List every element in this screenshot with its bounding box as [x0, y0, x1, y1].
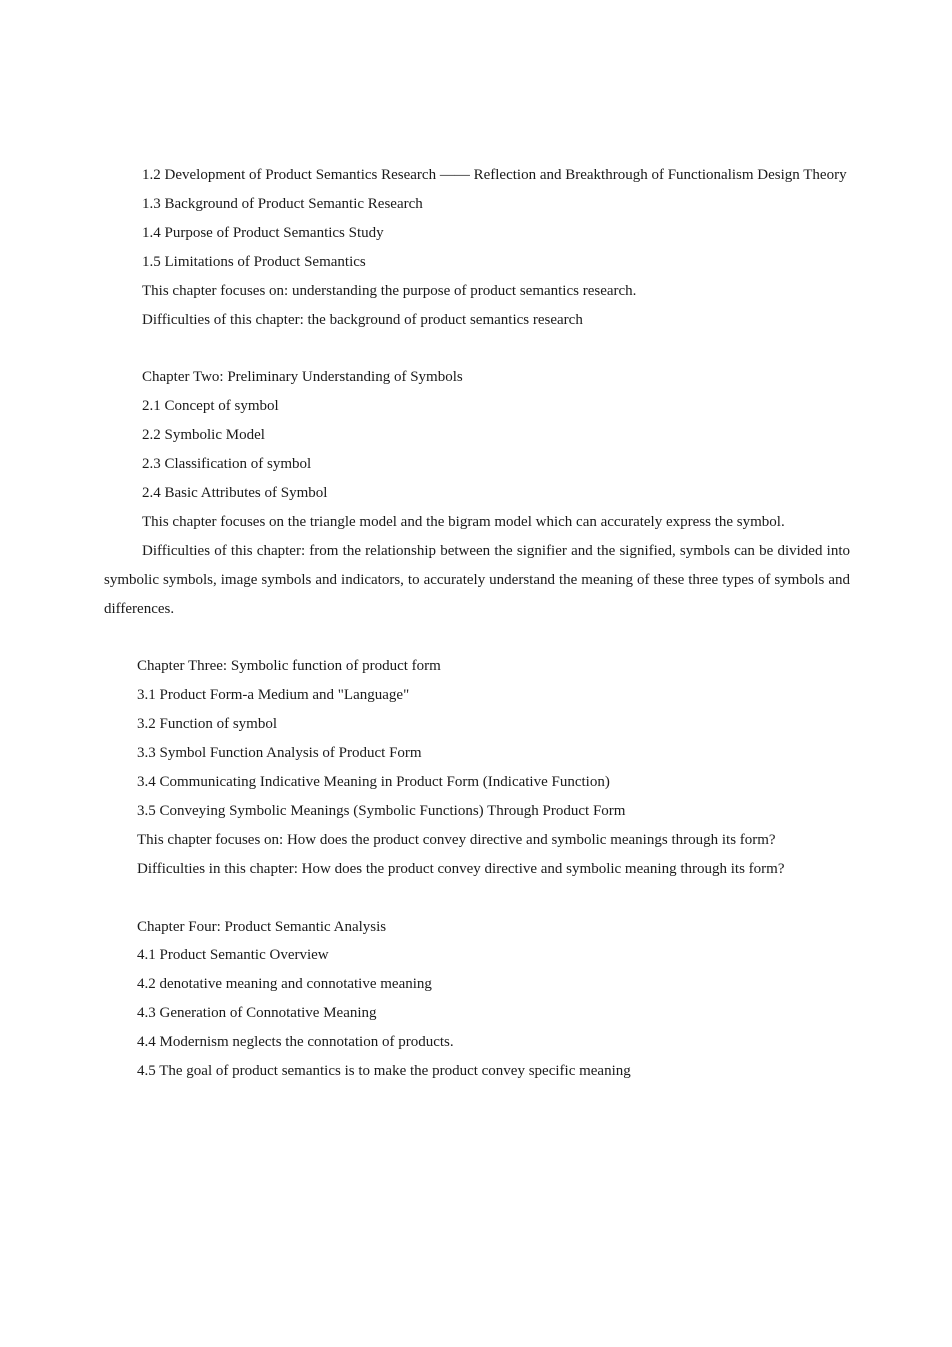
chapter-difficulties: Difficulties of this chapter: from the relationship between the signifier and the signified, symbols can be divided into symbolic symbols, image symbols and indicators, to accurately understand the meaning of these three types of symbols and differences. — [104, 542, 850, 617]
chapter-three-section — [104, 652, 850, 883]
chapter-difficulties: Difficulties of this chapter: the background of product semantics research — [142, 311, 583, 328]
chapter-two-section — [104, 363, 850, 623]
section-2-2: 2.2 Symbolic Model — [142, 427, 265, 444]
section-4-5: 4.5 The goal of product semantics is to make the product convey specific meaning — [137, 1063, 631, 1080]
chapter-focus: This chapter focuses on the triangle model and the bigram model which can accurately express the symbol. — [142, 513, 785, 530]
section-3-1: 3.1 Product Form-a Medium and "Language" — [137, 687, 410, 704]
section-3-2: 3.2 Function of symbol — [137, 716, 278, 733]
chapter-title: Chapter Four: Product Semantic Analysis — [137, 918, 387, 935]
spacer — [104, 623, 850, 652]
section-3-5: 3.5 Conveying Symbolic Meanings (Symbolic Functions) Through Product Form — [137, 802, 626, 819]
chapter-focus: This chapter focuses on: understanding the purpose of product semantics research. — [142, 282, 637, 299]
chapter-title: Chapter Three: Symbolic function of product form — [137, 658, 441, 675]
section-4-2: 4.2 denotative meaning and connotative meaning — [137, 976, 432, 993]
chapter-difficulties: Difficulties in this chapter: How does the product convey directive and symbolic meaning through its form? — [137, 860, 785, 877]
chapter-title: Chapter Two: Preliminary Understanding of Symbols — [142, 369, 463, 386]
section-1-3: 1.3 Background of Product Semantic Research — [142, 195, 423, 212]
section-1-5: 1.5 Limitations of Product Semantics — [142, 253, 366, 270]
section-4-3: 4.3 Generation of Connotative Meaning — [137, 1005, 377, 1022]
section-3-4: 3.4 Communicating Indicative Meaning in Product Form (Indicative Function) — [137, 774, 610, 790]
chapter-focus: This chapter focuses on: How does the product convey directive and symbolic meanings through its form? — [137, 831, 776, 848]
spacer — [104, 884, 850, 913]
document-page — [104, 161, 850, 1086]
section-2-1: 2.1 Concept of symbol — [142, 398, 279, 415]
section-3-3: 3.3 Symbol Function Analysis of Product Form — [137, 745, 422, 762]
section-1-4: 1.4 Purpose of Product Semantics Study — [142, 224, 384, 241]
section-4-1: 4.1 Product Semantic Overview — [137, 947, 329, 964]
spacer — [104, 334, 850, 363]
section-2-4: 2.4 Basic Attributes of Symbol — [142, 484, 328, 501]
chapter-one-section — [104, 161, 850, 334]
chapter-four-section — [104, 913, 850, 1086]
section-1-2: 1.2 Development of Product Semantics Research —— Reflection and Breakthrough of Functionalism Design Theory — [142, 167, 847, 183]
section-4-4: 4.4 Modernism neglects the connotation of products. — [137, 1034, 454, 1051]
section-2-3: 2.3 Classification of symbol — [142, 456, 312, 473]
